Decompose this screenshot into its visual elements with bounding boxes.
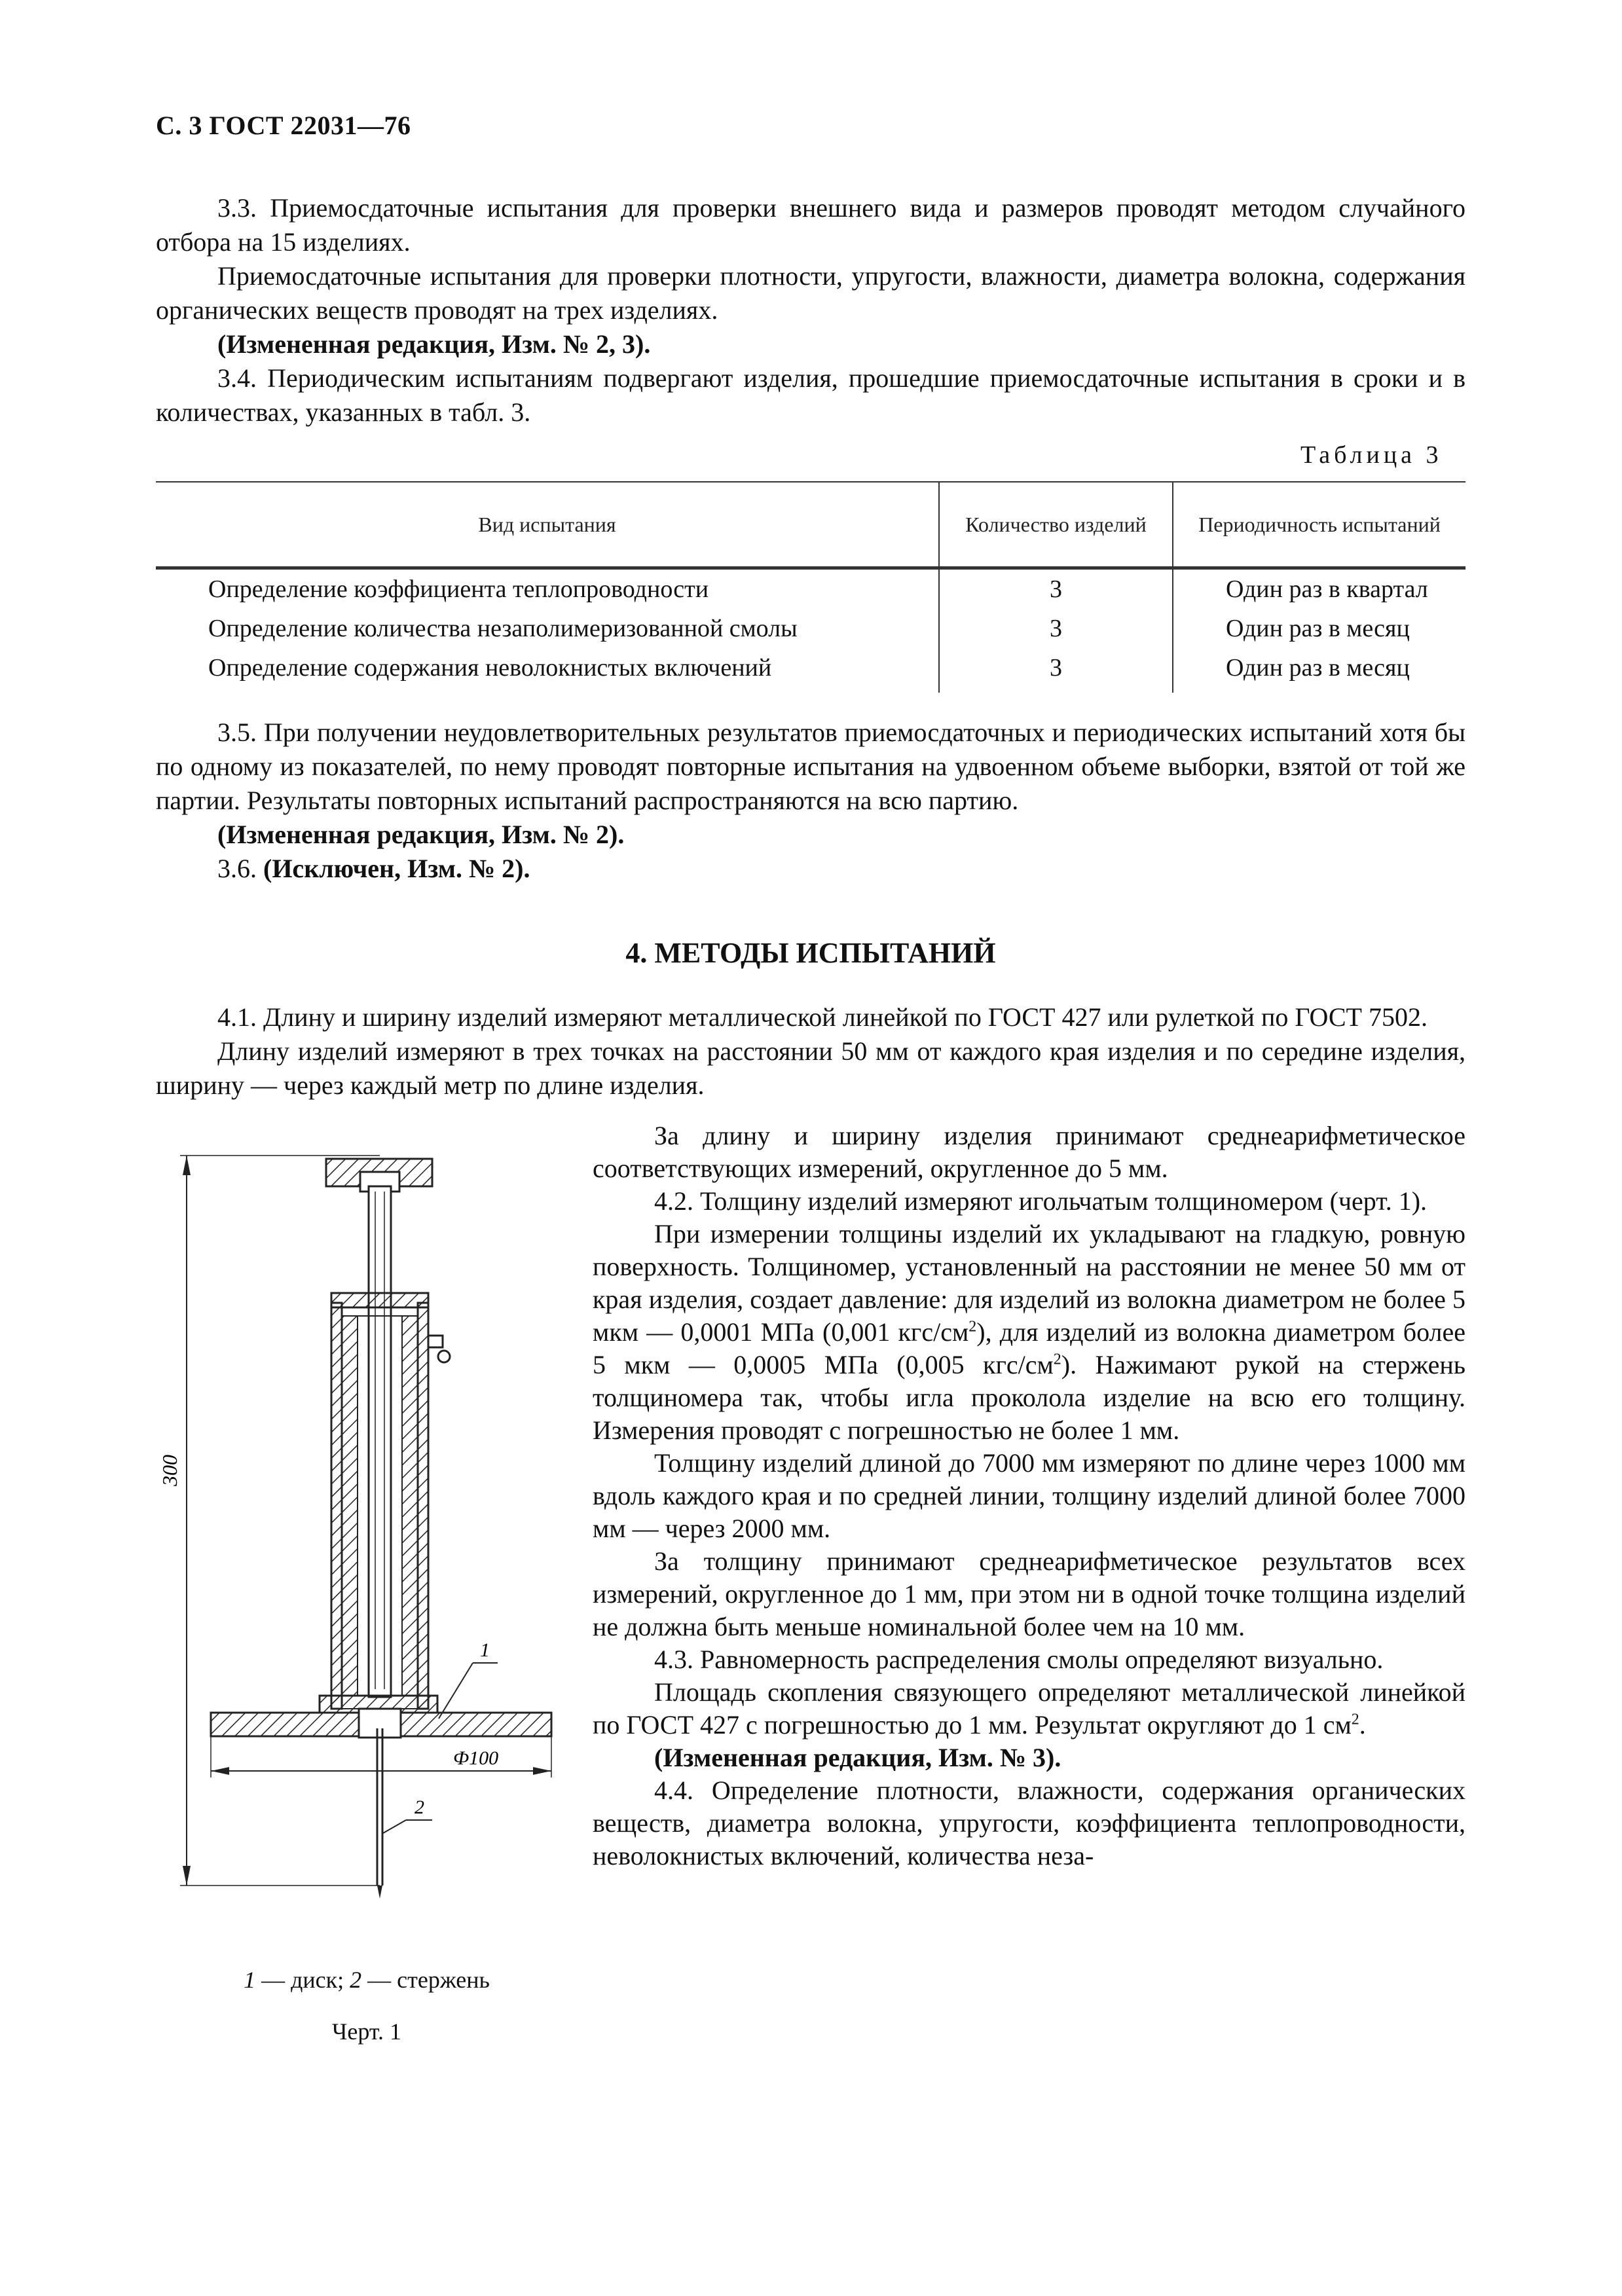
callout-1: 1 — [480, 1639, 490, 1661]
paragraph-3-6: 3.6. (Исключен, Изм. № 2). — [217, 854, 530, 883]
diameter-dimension — [211, 1736, 551, 1777]
paragraph: За толщину принимают среднеарифметическое результатов всех измерений, округленное до 1 мм, при этом ни в одной точке толщина изделий не должна быть меньше номинальной более чем на 10 мм. — [593, 1546, 1465, 1641]
table-header-cell: Количество изделий — [939, 482, 1173, 568]
paragraph-4-2: 4.2. Толщину изделий измеряют игольчатым толщиномером (черт. 1). — [654, 1186, 1428, 1216]
amendment-note: (Измененная редакция, Изм. № 2). — [217, 820, 625, 849]
table-row — [156, 648, 1465, 693]
table-cell: Определение содержания неволокнистых включений — [208, 654, 772, 682]
leader-2 — [383, 1796, 432, 1833]
callout-2: 2 — [415, 1796, 424, 1818]
figure-title: Черт. 1 — [332, 2018, 401, 2045]
paragraph-3-4: 3.4. Периодическим испытаниям подвергают изделия, прошедшие приемосдаточные испытания в сроки и в количествах, указанных в табл. 3. — [156, 363, 1465, 427]
section-title: 4. МЕТОДЫ ИСПЫТАНИЙ — [625, 937, 996, 969]
rod — [369, 1186, 391, 1697]
thickness-gauge-drawing — [157, 1139, 576, 1951]
table-cell: 3 — [939, 648, 1173, 693]
paragraphs-top — [156, 191, 1465, 429]
paragraph: При измерении толщины изделий их укладывают на гладкую, ровную поверхность. Толщиномер, установленный на расстоянии не менее 50 мм от края изделия, создает давление: для изделий из волокна диаметром не более 5 мкм — 0,0001 МПа (0,001 кгс/$см^2$), для изделий из волокна диаметром более 5 мкм — 0,0005 МПа (0,005 кгс/$см^2$). Нажимают рукой на стержень толщиномера так, чтобы игла проколола изделие на всю его толщину. Измерения проводят с погрешностью не более 1 мм. — [593, 1219, 1466, 1445]
amendment-note: (Измененная редакция, Изм. № 3). — [654, 1743, 1061, 1772]
amendment-note: (Измененная редакция, Изм. № 2, 3). — [217, 329, 651, 359]
paragraphs-section4 — [156, 1000, 1465, 1102]
table-row — [156, 568, 1465, 610]
page-header: С. 3 ГОСТ 22031—76 — [156, 111, 411, 140]
table-3 — [156, 481, 1465, 693]
paragraph: Площадь скопления связующего определяют металлической линейкой по ГОСТ 427 с погрешностью до 1 мм. Результат округляют до 1 $см^2$. — [593, 1677, 1465, 1740]
paragraph-3-5: 3.5. При получении неудовлетворительных результатов приемосдаточных и периодических испытаний хотя бы по одному из показателей, по нему проводят повторные испытания на удвоенном объеме выборки, взятой от той же партии. Результаты повторных испытаний распространяются на всю партию. — [156, 718, 1465, 815]
table-cell: Один раз в месяц — [1226, 615, 1410, 642]
table-header-cell: Вид испытания — [156, 482, 939, 568]
paragraph: Толщину изделий длиной до 7000 мм измеряют по длине через 1000 мм вдоль каждого края и по средней линии, толщину изделий длиной более 7000 мм — через 2000 мм. — [593, 1448, 1465, 1543]
table-cell: Определение количества незаполимеризованной смолы — [208, 615, 798, 642]
table-cell: 3 — [939, 568, 1173, 610]
paragraph-3-3: 3.3. Приемосдаточные испытания для проверки внешнего вида и размеров проводят методом случайного отбора на 15 изделиях. — [156, 193, 1465, 257]
table-cell: Один раз в месяц — [1226, 654, 1410, 682]
paragraph: За длину и ширину изделия принимают среднеарифметическое соответствующих измерений, округленное до 5 мм. — [593, 1121, 1465, 1183]
diameter-dimension-label: Ф100 — [453, 1747, 499, 1769]
wrapped-text-column — [593, 1120, 1465, 1872]
paragraph-4-1-b: Длину изделий измеряют в трех точках на расстоянии 50 мм от каждого края изделия и по середине изделия, ширину — через каждый метр по длине изделия. — [156, 1036, 1465, 1100]
table-header-row — [156, 482, 1465, 568]
table-header-cell: Периодичность испытаний — [1173, 482, 1465, 568]
height-dimension-label: 300 — [158, 1455, 181, 1486]
figure-legend: 1 — диск; 2 — стержень — [244, 1967, 490, 1993]
table-caption: Таблица 3 — [1300, 441, 1443, 469]
paragraph-4-4: 4.4. Определение плотности, влажности, содержания органических веществ, диаметра волокна, упругости, коэффициента теплопроводности, неволокнистых включений, количества неза- — [593, 1776, 1465, 1870]
paragraph-4-1: 4.1. Длину и ширину изделий измеряют металлической линейкой по ГОСТ 427 или рулеткой по ГОСТ 7502. — [217, 1002, 1428, 1032]
table-cell: Определение коэффициента теплопроводности — [208, 575, 709, 603]
paragraph-3-3-b: Приемосдаточные испытания для проверки плотности, упругости, влажности, диаметра волокна, содержания органических веществ проводят на трех изделиях. — [156, 261, 1465, 325]
base-disc — [211, 1696, 551, 1738]
leader-1 — [439, 1639, 498, 1719]
table-cell: 3 — [939, 609, 1173, 648]
needle — [377, 1728, 382, 1899]
paragraphs-mid — [156, 716, 1465, 886]
table-cell: Один раз в квартал — [1226, 575, 1428, 603]
paragraph-4-3: 4.3. Равномерность распределения смолы определяют визуально. — [654, 1645, 1384, 1674]
table-row — [156, 609, 1465, 648]
